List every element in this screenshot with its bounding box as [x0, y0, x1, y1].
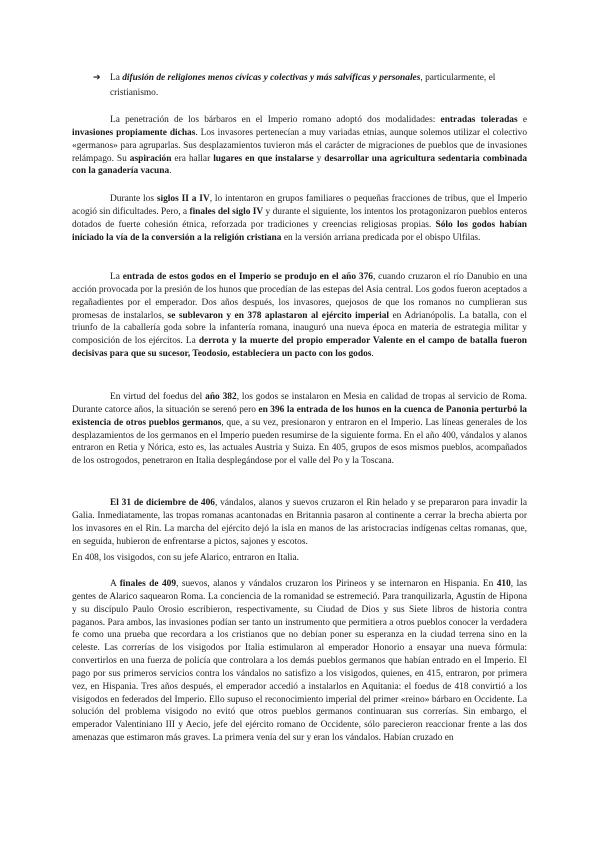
- bold-text: aspiración: [129, 153, 172, 164]
- text: En virtud del foedus del: [110, 392, 206, 402]
- paragraph-3: [72, 271, 527, 361]
- bold-text: invasiones propiamente dichas: [72, 127, 196, 138]
- paragraph-6: [72, 578, 527, 745]
- text: , vándalos, alanos y suevos cruzaron el Rin helado y se prepararon para invadir la Galia. Inmediatamente, las tropas romanas acantonadas en Britannia pasaron al continente a cerrar la brecha abierta por los invasores en el Rin. La marcha del ejército dejó la isla en manos de las aristocracias indígenas celtas romanas, que, en seguida, hubieron de enfrentarse a pictos, sajones y escotos.: [72, 498, 528, 547]
- text: en Adrianópolis. La batalla, con el triunfo de la caballería goda sobre la infantería romana, inauguró una nueva época en materia de estrategia militar y composición de los ejércitos. La: [72, 310, 527, 347]
- paragraph-1: [72, 114, 527, 178]
- text: . Los invasores pertenecían a muy variadas etnias, aunque solemos utilizar el colectivo «germanos» para agruparlas. Sus desplazamientos tuvieron más el carácter de migraciones de pueblos que de invasiones relámpago. Su: [72, 127, 528, 164]
- text: A: [110, 579, 120, 589]
- text: .: [371, 349, 374, 360]
- bold-text: lugares en que instalarse: [213, 153, 314, 164]
- bullet-text-end: , particularmente, el cristianismo.: [110, 73, 496, 98]
- text: e: [517, 115, 527, 125]
- bold-text: finales de 409: [119, 579, 177, 589]
- bold-text: El 31 de diciembre de 406: [110, 498, 215, 508]
- text: La: [110, 272, 123, 282]
- bullet-text: La: [110, 73, 123, 83]
- bullet-bold: difusión de religiones menos cívicas y colectivas y más salvíficas y personales: [122, 73, 421, 83]
- bold-text: se sublevaron y en 378 aplastaron al ejército imperial: [167, 310, 390, 321]
- text: , las gentes de Alarico saquearon Roma. La conciencia de la romanidad se estremeció. Para tranquilizarla, Agustín de Hipona y su discípulo Paulo Orosio escribieron, respectivamente, su Ciudad de Dios y sus Siete libros de historia contra paganos. Para ambos, las invasiones podían ser tanto un instrumento que permitiera a otros pueblos conocer la verdadera fe como una prueba que recordara a los cristianos que no debían poner su esperanza en la ciudad terrena sino en la celeste. Las correrías de los visigodos por Italia estimularon al emperador Honorio a ensayar una nueva fórmula: convertirlos en una fuerza de policía que controlara a los demás pueblos germanos que habían entrado en el Imperio. El pago por sus primeros servicios contra los vándalos no satisfizo a los visigodos, quienes, en 415, entraron, por primera vez, en Hispania. Tres años después, el emperador accedió a instalarlos en Aquitania: el foedus de 418 convirtió a los visigodos en federados del Imperio. Ello supuso el reconocimiento imperial del primer «reino» bárbaro en Occidente. La solución del problema visigodo no evitó que otros pueblos germanos continuaran sus correrías. Sin embargo, el emperador Valentiniano III y Aecio, jefe del ejército romano de Occidente, sólo parecieron reaccionar frente a las dos amenazas que estimaron más graves. La primera venía del sur y eran los vándalos. Habían cruzado en: [72, 579, 527, 744]
- paragraph-5: [72, 497, 527, 548]
- text: , los godos se instalaron en Mesia en calidad de tropas al servicio de Roma. Durante catorce años, la situación se serenó pero: [72, 392, 527, 415]
- bold-text: año 382: [205, 392, 237, 402]
- bold-text: entradas toleradas: [440, 115, 518, 125]
- bold-text: finales del siglo IV: [189, 206, 264, 217]
- bold-text: derrota y la muerte del propio emperador Valente en el campo de batalla fueron decisivas para que su sucesor, Teodosio, estableciera un pacto con los godos: [72, 336, 527, 360]
- text: , suevos, alanos y vándalos cruzaron los Pirineos y se internaron en Hispania. En: [176, 579, 497, 589]
- text: , lo intentaron en grupos familiares o pequeñas fracciones de tribus, que el Imperio acogió sin dificultades. Pero, a: [72, 194, 528, 217]
- text: Durante los: [110, 194, 157, 204]
- paragraph-2: [72, 193, 527, 244]
- paragraph-4: [72, 391, 527, 468]
- paragraph-5-line: [72, 552, 527, 565]
- bold-text: entrada de estos godos en el Imperio se produjo en el año 376: [122, 272, 373, 282]
- text: era hallar: [171, 153, 214, 164]
- text: , que, a su vez, presionaron y entraron en el Imperio. Las líneas generales de los desplazamientos de los germanos en el Imperio pueden resumirse de la siguiente forma. En el año 400, vándalos y alanos entraron en Retia y Nórica, esto es, las actuales Austria y Suiza. En 405, grupos de esos mismos pueblos, acompañados de los ostrogodos, penetraron en Italia desplegándose por el valle del Po y la Toscana.: [72, 417, 527, 467]
- text: y durante el siguiente, los intentos los protagonizaron pueblos enteros dotados de fuerte cohesión étnica, reforzada por tradiciones y creencias religiosas propias.: [72, 206, 527, 230]
- bold-text: 410: [496, 579, 511, 589]
- text: y: [313, 153, 325, 164]
- text: en la versión arriana predicada por el obispo Ulfilas.: [281, 232, 481, 243]
- text: , cuando cruzaron el río Danubio en una acción provocada por la presión de los hunos que procedían de las estepas del Asia central. Los godos fueron aceptados a regañadientes por el emperador. Dos años después, los invasores, quejosos de que los romanos no cumplieran sus promesas de instalarlos,: [72, 272, 527, 321]
- bold-text: desarrollar una agricultura sedentaria combinada con la ganadería vacuna: [72, 153, 528, 177]
- bold-text: Sólo los godos habían iniciado la vía de la conversión a la religión cristiana: [72, 219, 527, 243]
- text: En 408, los visigodos, con su jefe Alarico, entraron en Italia.: [72, 553, 300, 563]
- bold-text: en 396 la entrada de los hunos en la cuenca de Panonia perturbó la existencia de otros pueblos germanos: [72, 404, 527, 428]
- bold-text: siglos II a IV: [156, 194, 210, 204]
- text: La penetración de los bárbaros en el Imperio romano adoptó dos modalidades:: [110, 115, 441, 125]
- bullet-item: [93, 71, 527, 101]
- text: .: [169, 166, 172, 177]
- arrow-right-icon: ➔: [93, 73, 101, 83]
